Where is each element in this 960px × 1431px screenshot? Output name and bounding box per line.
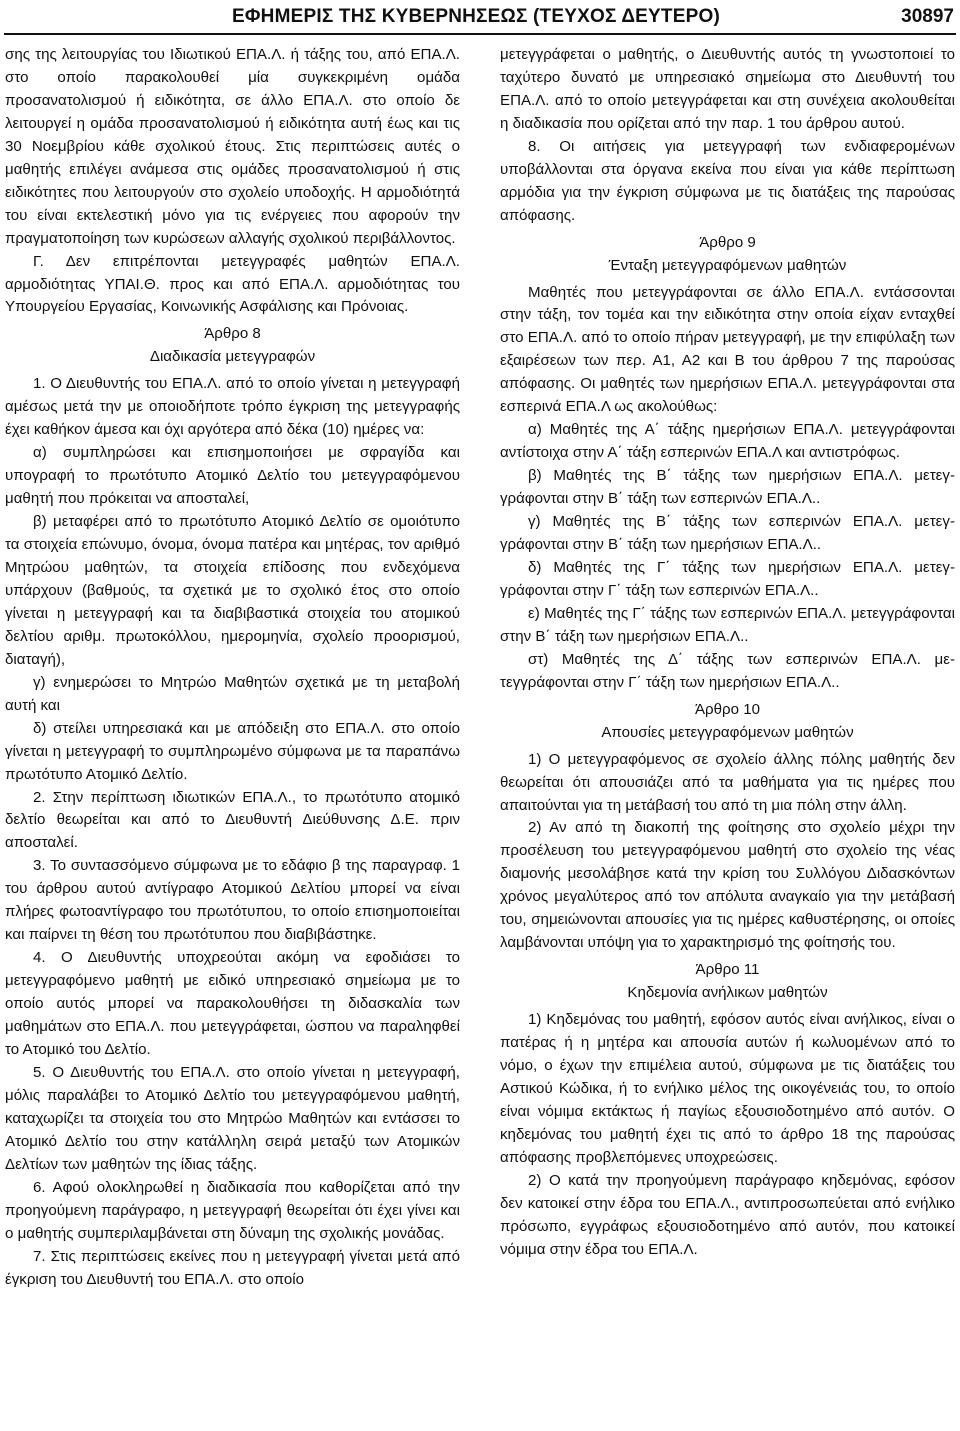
paragraph: β) Μαθητές της Β΄ τάξης των ημερήσιων ΕΠΑ.Λ. μετεγγράφονται στην Β΄ τάξη των εσπερινών ΕΠΑ.Λ.. (500, 467, 955, 508)
paragraph: γ) Μαθητές της Β΄ τάξης των εσπερινών ΕΠΑ.Λ. μετεγγράφονται στην Β΄ τάξη των ημερήσιων ΕΠΑ.Λ.. (500, 513, 955, 554)
paragraph: 1) Κηδεμόνας του μαθητή, εφόσον αυτός είναι ανήλικος, είναι ο πατέρας ή η μητέρα και απουσία αυτών ή κωλυομένων από το νόμο, ο έχων την επιμέλεια αυτού, σύμφωνα με τις διατάξεις του Αστικού Κώδικα, ή το ενήλικο μέλος της οικογένειάς του, το οποίο είναι νόμιμα εκτάκτως ή παγίως εξουσιοδοτημένο από αυτόν. Ο κηδεμόνας του μαθητή έχει τις από το άρθρο 18 της παρούσας απόφασης προβλεπόμενες υποχρεώσεις. (500, 1011, 955, 1166)
gazette-title: ΕΦΗΜΕΡΙΣ ΤΗΣ ΚΥΒΕΡΝΗΣΕΩΣ (ΤΕΥΧΟΣ ΔΕΥΤΕΡΟ) (232, 6, 720, 27)
paragraph: δ) στείλει υπηρεσιακά και με απόδειξη στο ΕΠΑ.Λ. στο οποίο γίνεται η μετεγγραφή το συμπληρωμένο σύμφωνα με τα παραπάνω πρωτότυπο Ατομικό Δελτίο. (5, 719, 460, 783)
paragraph: α) συμπληρώσει και επισημοποιήσει με σφραγίδα και υπογραφή το πρωτότυπο Ατομικό Δελτίο του μετεγγραφόμενου μαθητή που πρόκειται να αποσταλεί, (5, 444, 460, 508)
paragraph: β) μεταφέρει από το πρωτότυπο Ατομικό Δελτίο σε ομοιότυπο τα στοιχεία επώνυμο, όνομα, όνομα πατέρα και μητέρας, τον αριθμό Μητρώου μαθητών, τα στοιχεία επίδοσης που ενδεχόμενα υπάρχουν (βαθμούς, τα σχετικά με το σχολικό έτος στο οποίο γίνεται η μετεγγραφή και τα διαβιβαστικά στοιχεία του ατομικού δελτίου αριθμ. πρωτοκόλλου, ημερομηνία, σχολείο προορισμού, διαταγή), (5, 513, 460, 668)
article-subheading: Κηδεμονία ανήλικων μαθητών (627, 984, 828, 1002)
paragraph: γ) ενημερώσει το Μητρώο Μαθητών σχετικά με τη μεταβολή αυτή και (5, 673, 460, 714)
article-subheading: Ένταξη μετεγγραφόμενων μαθητών (608, 256, 847, 274)
paragraph: 2. Στην περίπτωση ιδιωτικών ΕΠΑ.Λ., το πρωτότυπο ατομικό δελτίο θεωρείται και από το Διευθυντή Διεύθυνσης Δ.Ε. πριν αποσταλεί. (5, 788, 460, 852)
paragraph: μετεγγράφεται ο μαθητής, ο Διευθυντής αυτός τη γνωστοποιεί το ταχύτερο δυνατό με υπηρεσιακό σημείωμα στο Διευθυντή του ΕΠΑ.Λ. από το οποίο μετεγγράφεται και στη συνέχεια ακολουθείται η διαδικασία που ορίζεται από την παρ. 1 του άρθρου αυτού. (500, 46, 955, 132)
article-heading: Άρθρο 8 (204, 325, 261, 343)
article-heading: Άρθρο 10 (694, 700, 761, 718)
paragraph: 2) Αν από τη διακοπή της φοίτησης στο σχολείο μέχρι την προσέλευση του μετεγγραφόμενου μαθητή στο σχολείο της νέας διαμονής μεσολάβησε κατά την κρίση του Συλλόγου Διδασκόντων χρόνος μεγαλύτερος από τον απόλυτα αναγκαίο για την μετάβασή του, σημειώνονται απουσίες για τις ημέρες καθυστέρησης, οι οποίες λαμβάνονται υπόψη για το χαρακτηρισμό της φοίτησής του. (500, 819, 955, 952)
paragraph: Γ. Δεν επιτρέπονται μετεγγραφές μαθητών ΕΠΑ.Λ. αρμοδιότητας ΥΠΑΙ.Θ. προς και από ΕΠΑ.Λ. αρμοδιότητας του Υπουργείου Εργασίας, Κοινωνικής Ασφάλισης και Πρόνοιας. (5, 252, 460, 316)
paragraph: 8. Οι αιτήσεις για μετεγγραφή των ενδιαφερομένων υποβάλλονται στα όργανα εκείνα που είναι για κάθε περίπτωση αρμόδια για την έγκριση σύμφωνα με τις διατάξεις της παρούσας απόφασης. (500, 137, 955, 224)
paragraph: 4. Ο Διευθυντής υποχρεούται ακόμη να εφοδιάσει το μετεγγραφόμενο μαθητή με ειδικό υπηρεσιακό σημείωμα με το οποίο αυτός μπορεί να παρακολουθήσει τη διδασκαλία των μαθημάτων στο ΕΠΑ.Λ. που μετεγγράφεται, ώσπου να παραληφθεί το Ατομικό του Δελτίο. (5, 949, 460, 1058)
paragraph: δ) Μαθητές της Γ΄ τάξης των ημερήσιων ΕΠΑ.Λ. μετεγγράφονται στην Γ΄ τάξη των εσπερινών ΕΠΑ.Λ.. (500, 558, 955, 599)
article-heading: Άρθρο 9 (699, 233, 756, 251)
paragraph: 1. Ο Διευθυντής του ΕΠΑ.Λ. από το οποίο γίνεται η μετεγγραφή αμέσως μετά την με οποιοδήποτε τρόπο έγκριση της μετεγγραφής έχει καθήκον άμεσα και όχι αργότερα από δέκα (10) ημέρες να: (5, 375, 460, 439)
paragraph: σης της λειτουργίας του Ιδιωτικού ΕΠΑ.Λ. ή τάξης του, από ΕΠΑ.Λ. στο οποίο παρακολουθεί μία συγκεκριμένη ομάδα προσανατολισμού ή ειδικότητα, σε άλλο ΕΠΑ.Λ. στο οποίο δε λειτουργεί η ομάδα προσανατολισμού ή ειδικότητα αυτή έως και τις 30 Νοεμβρίου κάθε σχολικού έτους. Στις περιπτώσεις αυτές ο μαθητής επιλέγει ανάμεσα στις ομάδες προσανατολισμού ή στις ειδικότητες που λειτουργούν στο σχολείο υποδοχής. Η αρμοδιότητά του είναι εκτελεστική μόνο για τις ενέργειες που αφορούν την πραγματοποίηση των κυρώσεων αλλαγής σχολικού περιβάλλοντος. (5, 46, 460, 247)
page-number: 30897 (901, 6, 954, 27)
left-column (5, 44, 460, 1291)
article-subheading: Διαδικασία μετεγγραφών (149, 348, 316, 366)
paragraph: 5. Ο Διευθυντής του ΕΠΑ.Λ. στο οποίο γίνεται η μετεγγραφή, μόλις παραλάβει το Ατομικό Δελτίο του μετεγγραφόμενου μαθητή, καταχωρίζει τα στοιχεία του στο Μητρώο Μαθητών και εντάσσει το Ατομικό Δελτίο του στην κατάλληλη σειρά μεταξύ των Ατομικών Δελτίων των μαθητών της ίδιας τάξης. (5, 1063, 460, 1173)
right-column (500, 44, 955, 1262)
paragraph: α) Μαθητές της Α΄ τάξης ημερήσιων ΕΠΑ.Λ. μετεγγράφονται αντίστοιχα στην Α΄ τάξη εσπερινών ΕΠΑ.Λ και αντιστρόφως. (500, 421, 955, 462)
article-subheading: Απουσίες μετεγγραφόμενων μαθητών (601, 723, 854, 741)
paragraph: 2) Ο κατά την προηγούμενη παράγραφο κηδεμόνας, εφόσον δεν κατοικεί στην έδρα του ΕΠΑ.Λ., αντιπροσωπεύεται από ενήλικο πρόσωπο, εγγράφως εξουσιοδοτημένο από αυτόν, που κατοικεί νόμιμα στην έδρα του ΕΠΑ.Λ. (500, 1171, 955, 1258)
paragraph: Μαθητές που μετεγγράφονται σε άλλο ΕΠΑ.Λ. εντάσσονται στην τάξη, τον τομέα και την ειδικότητα στην οποία είχαν ενταχθεί στο ΕΠΑ.Λ. από το οποίο πήραν μετεγγραφή, με την επιφύλαξη των εξαιρέσεων των περ. Α1, Α2 και Β του άρθρου 7 της παρούσας απόφασης. Οι μαθητές των ημερήσιων ΕΠΑ.Λ. μετεγγράφονται στα εσπερινά ΕΠΑ.Λ ως ακολούθως: (500, 283, 955, 416)
paragraph: 6. Αφού ολοκληρωθεί η διαδικασία που καθορίζεται από την προηγούμενη παράγραφο, η μετεγγραφή θεωρείται ότι έχει γίνει και ο μαθητής συμπεριλαμβάνεται στη δύναμη της σχολικής μονάδας. (5, 1178, 460, 1242)
header-rule (4, 33, 956, 35)
article-heading: Άρθρο 11 (695, 961, 760, 979)
paragraph: ε) Μαθητές της Γ΄ τάξης των εσπερινών ΕΠΑ.Λ. μετεγγράφονται στην Β΄ τάξη των ημερήσιων ΕΠΑ.Λ.. (500, 604, 955, 645)
paragraph: 3. Το συντασσόμενο σύμφωνα με το εδάφιο β της παραγραφ. 1 του άρθρου αυτού αντίγραφο Ατομικού Δελτίου μπορεί να είναι πλήρες φωτοαντίγραφο του πρωτότυπου, το οποίο επισημοποιείται και παίρνει τη θέση του πρωτότυπου που διαβιβάστηκε. (5, 857, 460, 944)
paragraph: 7. Στις περιπτώσεις εκείνες που η μετεγγραφή γίνεται μετά από έγκριση του Διευθυντή του ΕΠΑ.Λ. στο οποίο (5, 1247, 460, 1288)
paragraph: στ) Μαθητές της Δ΄ τάξης των εσπερινών ΕΠΑ.Λ. μετεγγράφονται στην Γ΄ τάξη των ημερήσιων ΕΠΑ.Λ.. (500, 650, 955, 691)
paragraph: 1) Ο μετεγγραφόμενος σε σχολείο άλλης πόλης μαθητής δεν θεωρείται ότι απουσιάζει από τα μαθήματα για τις ημέρες που απαιτούνται για τη μετάβασή του από τη μια πόλη στην άλλη. (500, 750, 955, 814)
